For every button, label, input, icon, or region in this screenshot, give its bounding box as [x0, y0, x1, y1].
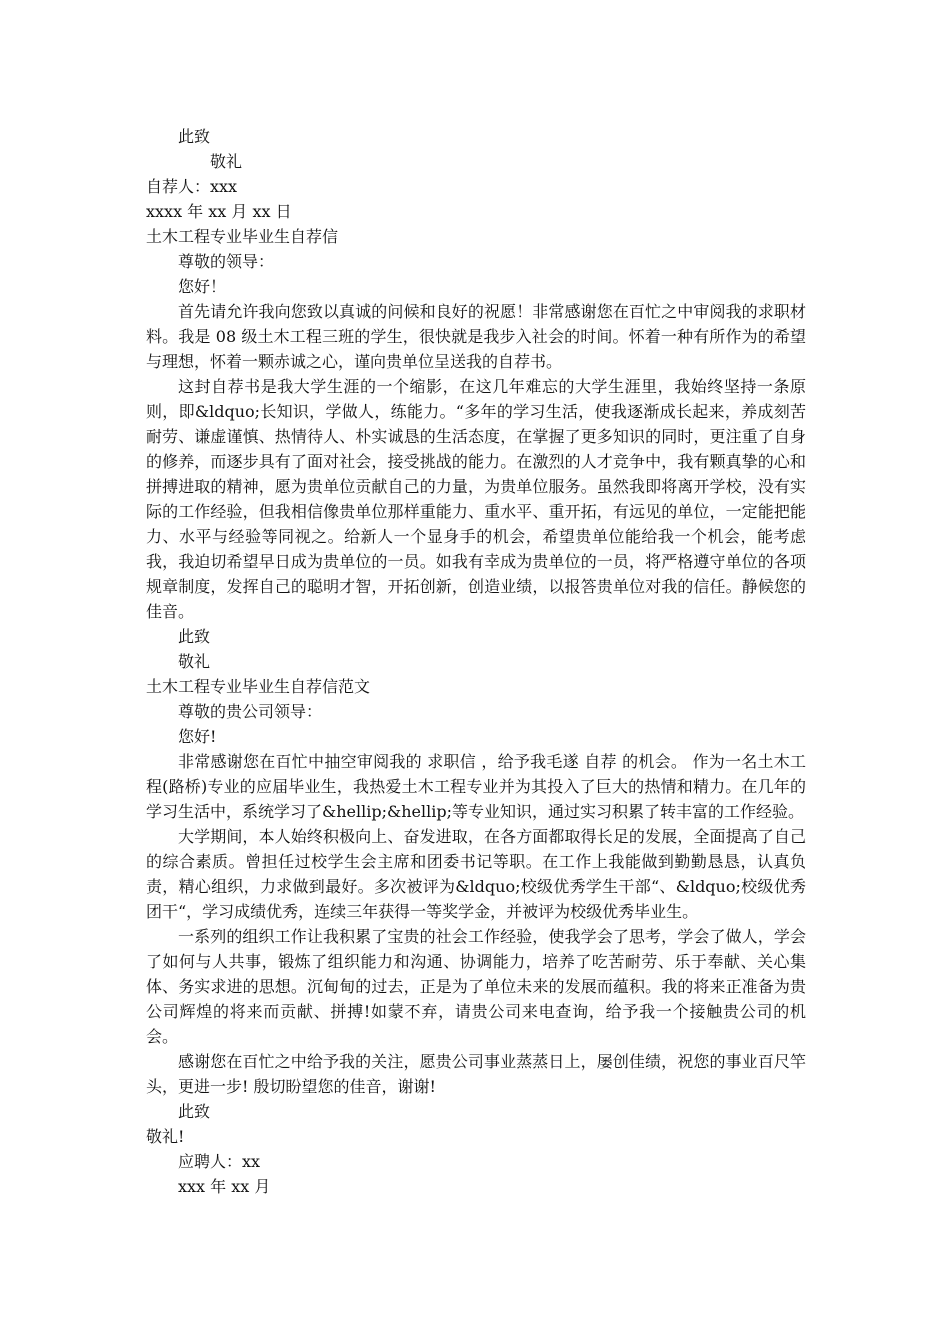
salute-text: 敬礼! [146, 1127, 185, 1146]
body-paragraph: 这封自荐书是我大学生涯的一个缩影，在这几年难忘的大学生涯里，我始终坚持一条原则，即&ldquo;长知识，学做人，练能力。“多年的学习生活，使我逐渐成长起来，养成刻苦耐劳、谦虚谨慎、热情待人、朴实诚恳的生活态度，在掌握了更多知识的同时，更注重了自身的修养，而逐步具有了面对社会，接受挑战的能力。在激烈的人才竞争中，我有颗真挚的心和拼搏进取的精神，愿为贵单位贡献自己的力量，为贵单位服务。虽然我即将离开学校，没有实际的工作经验，但我相信像贵单位那样重能力、重水平、重开拓，有远见的单位，一定能把能力、水平与经验等同视之。给新人一个显身手的机会，希望贵单位能给我一个机会，能考虑我，我迫切希望早日成为贵单位的一员。如我有幸成为贵单位的一员，将严格遵守单位的各项规章制度，发挥自己的聪明才智，开拓创新，创造业绩，以报答贵单位对我的信任。静候您的佳音。 [146, 377, 806, 621]
closing-text: 此致 [178, 1102, 211, 1121]
salute-text: 敬礼 [178, 652, 211, 671]
body-paragraph: 首先请允许我向您致以真诚的问候和良好的祝愿！非常感谢您在百忙之中审阅我的求职材料。我是 08 级土木工程三班的学生，很快就是我步入社会的时间。怀着一种有所作为的希望与理想，怀着一颗赤诚之心，谨向贵单位呈送我的自荐书。 [146, 302, 806, 371]
salute-text: 敬礼 [210, 152, 243, 171]
body-paragraph: 感谢您在百忙之中给予我的关注，愿贵公司事业蒸蒸日上，屡创佳绩，祝您的事业百尺竿头，更进一步! 殷切盼望您的佳音，谢谢! [146, 1052, 806, 1096]
letter-title: 土木工程专业毕业生自荐信 [146, 227, 339, 246]
document-body [146, 124, 806, 1199]
hello-text: 您好! [178, 727, 217, 746]
letter-title: 土木工程专业毕业生自荐信范文 [146, 677, 371, 696]
closing-text: 此致 [178, 127, 211, 146]
signer-text: 自荐人：xxx [146, 177, 238, 196]
greeting-text: 尊敬的贵公司领导： [178, 702, 323, 721]
greeting-text: 尊敬的领导： [178, 252, 275, 271]
date-text: xxxx 年 xx 月 xx 日 [146, 202, 292, 221]
date-text: xxx 年 xx 月 [178, 1177, 271, 1196]
body-paragraph: 非常感谢您在百忙中抽空审阅我的 求职信 ，给予我毛遂 自荐 的机会。 作为一名土木工程(路桥)专业的应届毕业生，我热爱土木工程专业并为其投入了巨大的热情和精力。在几年的学习生活中，系统学习了&hellip;&hellip;等专业知识，通过实习积累了转丰富的工作经验。 [146, 752, 806, 821]
hello-text: 您好！ [178, 277, 227, 296]
body-paragraph: 一系列的组织工作让我积累了宝贵的社会工作经验，使我学会了思考，学会了做人，学会了如何与人共事，锻炼了组织能力和沟通、协调能力，培养了吃苦耐劳、乐于奉献、关心集体、务实求进的思想。沉甸甸的过去，正是为了单位未来的发展而蕴积。我的将来正准备为贵公司辉煌的将来而贡献、拼搏!如蒙不弃，请贵公司来电查询，给予我一个接触贵公司的机会。 [146, 927, 806, 1046]
signer-text: 应聘人：xx [178, 1152, 261, 1171]
closing-text: 此致 [178, 627, 211, 646]
body-paragraph: 大学期间，本人始终积极向上、奋发进取，在各方面都取得长足的发展，全面提高了自己的综合素质。曾担任过校学生会主席和团委书记等职。在工作上我能做到勤勤恳恳，认真负责，精心组织，力求做到最好。多次被评为&ldquo;校级优秀学生干部“、&ldquo;校级优秀团干“，学习成绩优秀，连续三年获得一等奖学金，并被评为校级优秀毕业生。 [146, 827, 806, 921]
